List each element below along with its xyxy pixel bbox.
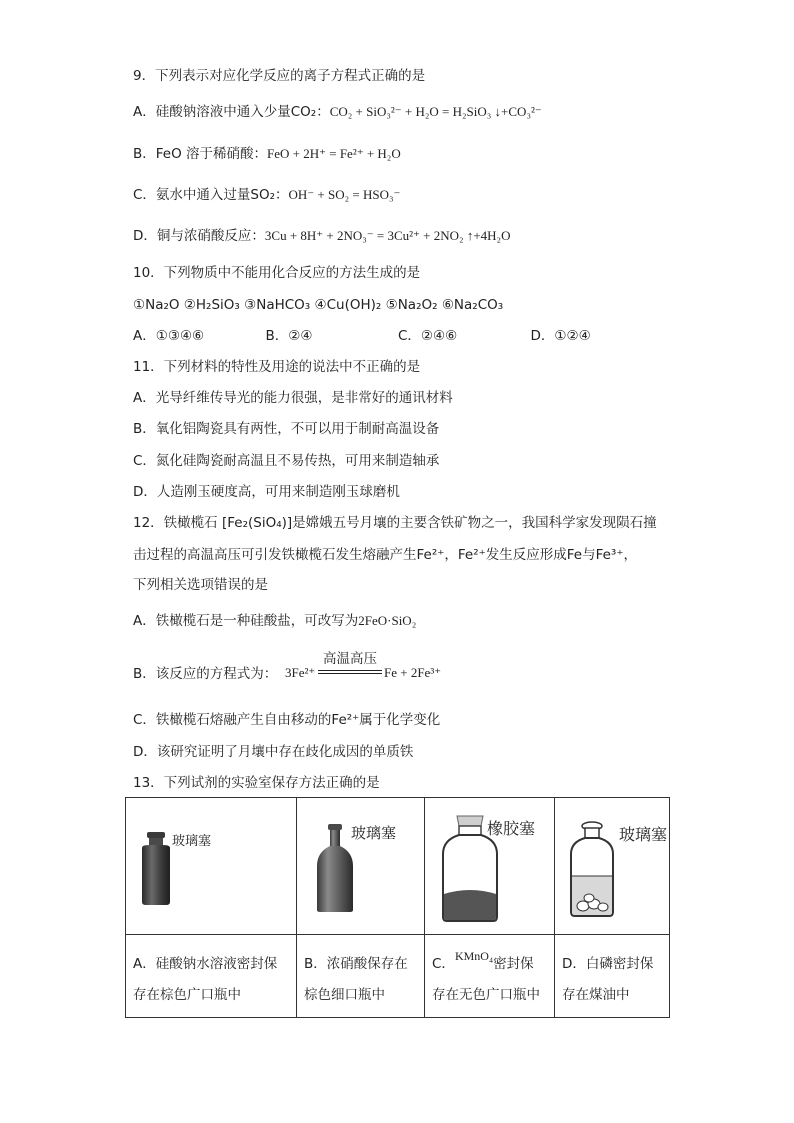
q12-option-a-text: A．铁橄榄石是一种硅酸盐，可改写为 [133, 613, 359, 629]
q9-option-a [133, 102, 542, 122]
q13-option-c-line2: 存在无色广口瓶中 [432, 987, 540, 1003]
q10-items: ①Na₂O ②H₂SiO₃ ③NaHCO₃ ④Cu(OH)₂ ⑤Na₂O₂ ⑥Na₂CO₃ [133, 297, 504, 313]
q9-option-d [133, 226, 510, 246]
q9-option-a-text: A．硅酸钠溶液中通入少量CO₂： [133, 104, 330, 120]
q10-stem: 10．下列物质中不能用化合反应的方法生成的是 [133, 265, 421, 281]
q13-image-cell-c [425, 798, 555, 935]
q13-option-c [425, 935, 555, 1018]
q9-option-a-equation: CO₂ + SiO₃²⁻ + H₂O = H₂SiO₃ ↓+CO₃²⁻ [329, 104, 542, 119]
phosphorus-jar-icon [567, 820, 627, 920]
q12-option-d: D．该研究证明了月壤中存在歧化成因的单质铁 [133, 744, 414, 760]
q13-table [125, 797, 670, 1018]
q10-option-a: A．①③④⑥ [133, 328, 205, 344]
q13-label-a: 玻璃塞 [172, 834, 212, 849]
q11-option-d: D．人造刚玉硬度高，可用来制造刚玉球磨机 [133, 484, 400, 500]
q10-options [133, 326, 663, 346]
q11-stem: 11．下列材料的特性及用途的说法中不正确的是 [133, 359, 421, 375]
q10-option-d: D．①②④ [530, 328, 591, 344]
q12-stem-line3: 下列相关选项错误的是 [133, 577, 268, 593]
q12-option-b-text: B．该反应的方程式为： [133, 666, 278, 682]
q13-option-a-line1: A．硅酸钠水溶液密封保 [133, 956, 278, 972]
q11-option-a: A．光导纤维传导光的能力很强，是非常好的通讯材料 [133, 390, 453, 406]
q13-option-d [555, 935, 670, 1018]
q12-stem-line2: 击过程的高温高压可引发铁橄榄石发生熔融产生Fe²⁺，Fe²⁺发生反应形成Fe与Fe³⁺， [133, 547, 637, 563]
q13-label-d: 玻璃塞 [619, 825, 668, 844]
q9-option-c-text: C．氨水中通入过量SO₂： [133, 187, 289, 203]
q12-reaction-condition: 高温高压 [323, 651, 377, 667]
q13-option-c-prefix: C． [432, 956, 455, 972]
q13-option-c-formula: KMnO₄ [454, 949, 494, 963]
q12-option-a [133, 611, 416, 631]
q9-option-c [133, 185, 400, 205]
q9-option-d-equation: 3Cu + 8H⁺ + 2NO₃⁻ = 3Cu²⁺ + 2NO₂ ↑+4H₂O [264, 228, 511, 243]
q13-label-b: 玻璃塞 [351, 824, 397, 842]
q13-option-a-line2: 存在棕色广口瓶中 [133, 987, 241, 1003]
q9-option-b [133, 144, 401, 164]
q9-option-c-equation: OH⁻ + SO₂ = HSO₃⁻ [288, 187, 401, 202]
q9-stem: 9．下列表示对应化学反应的离子方程式正确的是 [133, 68, 426, 84]
q9-option-b-text: B．FeO 溶于稀硝酸： [133, 146, 268, 162]
q12-reaction-arrow-line [318, 670, 382, 671]
q9-option-d-text: D．铜与浓硝酸反应： [133, 228, 265, 244]
q13-image-cell-a [126, 798, 297, 935]
q12-equation-right: Fe + 2Fe³⁺ [384, 665, 442, 680]
q13-label-c: 橡胶塞 [487, 819, 536, 838]
q10-option-c: C．②④⑥ [398, 328, 458, 344]
q12-option-c: C．铁橄榄石熔融产生自由移动的Fe²⁺属于化学变化 [133, 712, 441, 728]
q12-equation-left: 3Fe²⁺ [285, 665, 316, 680]
q13-image-cell-d [555, 798, 670, 935]
q11-option-c: C．氮化硅陶瓷耐高温且不易传热，可用来制造轴承 [133, 453, 440, 469]
q13-option-b-line2: 棕色细口瓶中 [304, 987, 385, 1003]
q13-option-b [297, 935, 425, 1018]
q13-image-cell-b [297, 798, 425, 935]
q13-stem: 13．下列试剂的实验室保存方法正确的是 [133, 775, 380, 791]
q12-reaction-arrow-line2 [318, 673, 382, 674]
q13-option-b-line1: B．浓硝酸保存在 [304, 956, 408, 972]
brown-wide-mouth-bottle-icon [138, 830, 174, 906]
q13-option-d-line1: D．白磷密封保 [562, 956, 654, 972]
q13-option-d-line2: 存在煤油中 [562, 987, 630, 1003]
q11-option-b: B．氧化铝陶瓷具有两性，不可以用于制耐高温设备 [133, 421, 440, 437]
q10-option-b: B．②④ [265, 328, 313, 344]
q9-option-b-equation: FeO + 2H⁺ = Fe²⁺ + H₂O [267, 146, 401, 161]
q13-option-a [126, 935, 297, 1018]
q12-option-a-formula: 2FeO·SiO₂ [358, 613, 417, 628]
q13-option-c-suffix: 密封保 [493, 956, 534, 972]
q13-option-c-line1 [432, 949, 548, 980]
q12-stem-line1: 12．铁橄榄石 [Fe₂(SiO₄)]是嫦娥五号月壤的主要含铁矿物之一，我国科学家发现陨石撞 [133, 515, 657, 531]
